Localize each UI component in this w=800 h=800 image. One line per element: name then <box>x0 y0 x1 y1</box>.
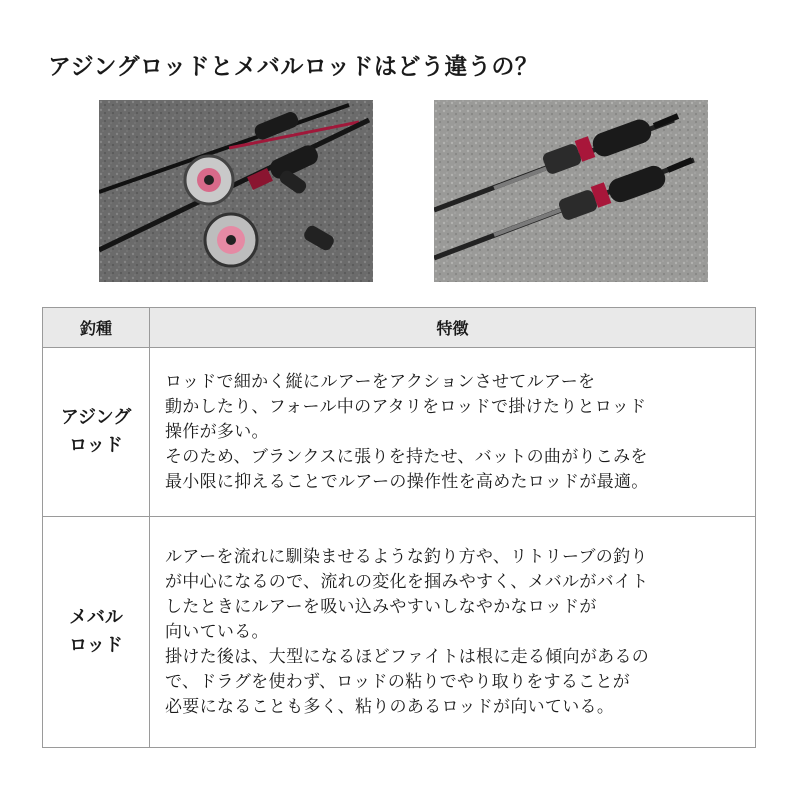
feature-text: 操作が多い。 <box>165 421 269 442</box>
table-row-mebaru <box>43 517 756 748</box>
feature-text: 動かしたり、フォール中のアタリをロッドで掛けたりとロッド <box>165 396 647 417</box>
feature-text: ルアーを流れに馴染ませるような釣り方や、リトリーブの釣り <box>165 546 648 567</box>
fish-type-cell <box>43 517 150 748</box>
feature-cell <box>150 517 756 748</box>
comparison-table <box>42 307 756 748</box>
feature-text: したときにルアーを吸い込みやすいしなやかなロッドが <box>165 596 597 617</box>
feature-text: で、ドラグを使わず、ロッドの粘りでやり取りをすることが <box>165 671 631 692</box>
fish-type-label: ロッド <box>69 635 123 656</box>
feature-text: が中心になるので、流れの変化を掴みやすく、メバルがバイト <box>165 571 649 592</box>
mebaru-rod-photo <box>434 100 708 282</box>
feature-cell <box>150 348 756 517</box>
fish-type-label: ロッド <box>69 435 123 456</box>
feature-text: 向いている。 <box>165 621 269 642</box>
feature-text: ロッドで細かく縦にルアーをアクションさせてルアーを <box>165 371 596 392</box>
fish-type-label: アジング <box>60 407 132 428</box>
feature-text: 最小限に抑えることでルアーの操作性を高めたロッドが最適。 <box>165 471 649 492</box>
header-fish-type: 釣種 <box>43 308 150 348</box>
fish-type-label: メバル <box>69 607 123 628</box>
header-feature: 特徴 <box>150 308 756 348</box>
table-header-row <box>43 308 756 348</box>
feature-text: 必要になることも多く、粘りのあるロッドが向いている。 <box>165 696 615 717</box>
ajing-rod-photo <box>99 100 373 282</box>
feature-text: そのため、ブランクスに張りを持たせ、バットの曲がりこみを <box>165 446 648 467</box>
table-row-ajing <box>43 348 756 517</box>
feature-text: 掛けた後は、大型になるほどファイトは根に走る傾向があるの <box>165 646 650 667</box>
page-title: アジングロッドとメバルロッドはどう違うの？ <box>48 54 539 80</box>
fish-type-cell <box>43 348 150 517</box>
